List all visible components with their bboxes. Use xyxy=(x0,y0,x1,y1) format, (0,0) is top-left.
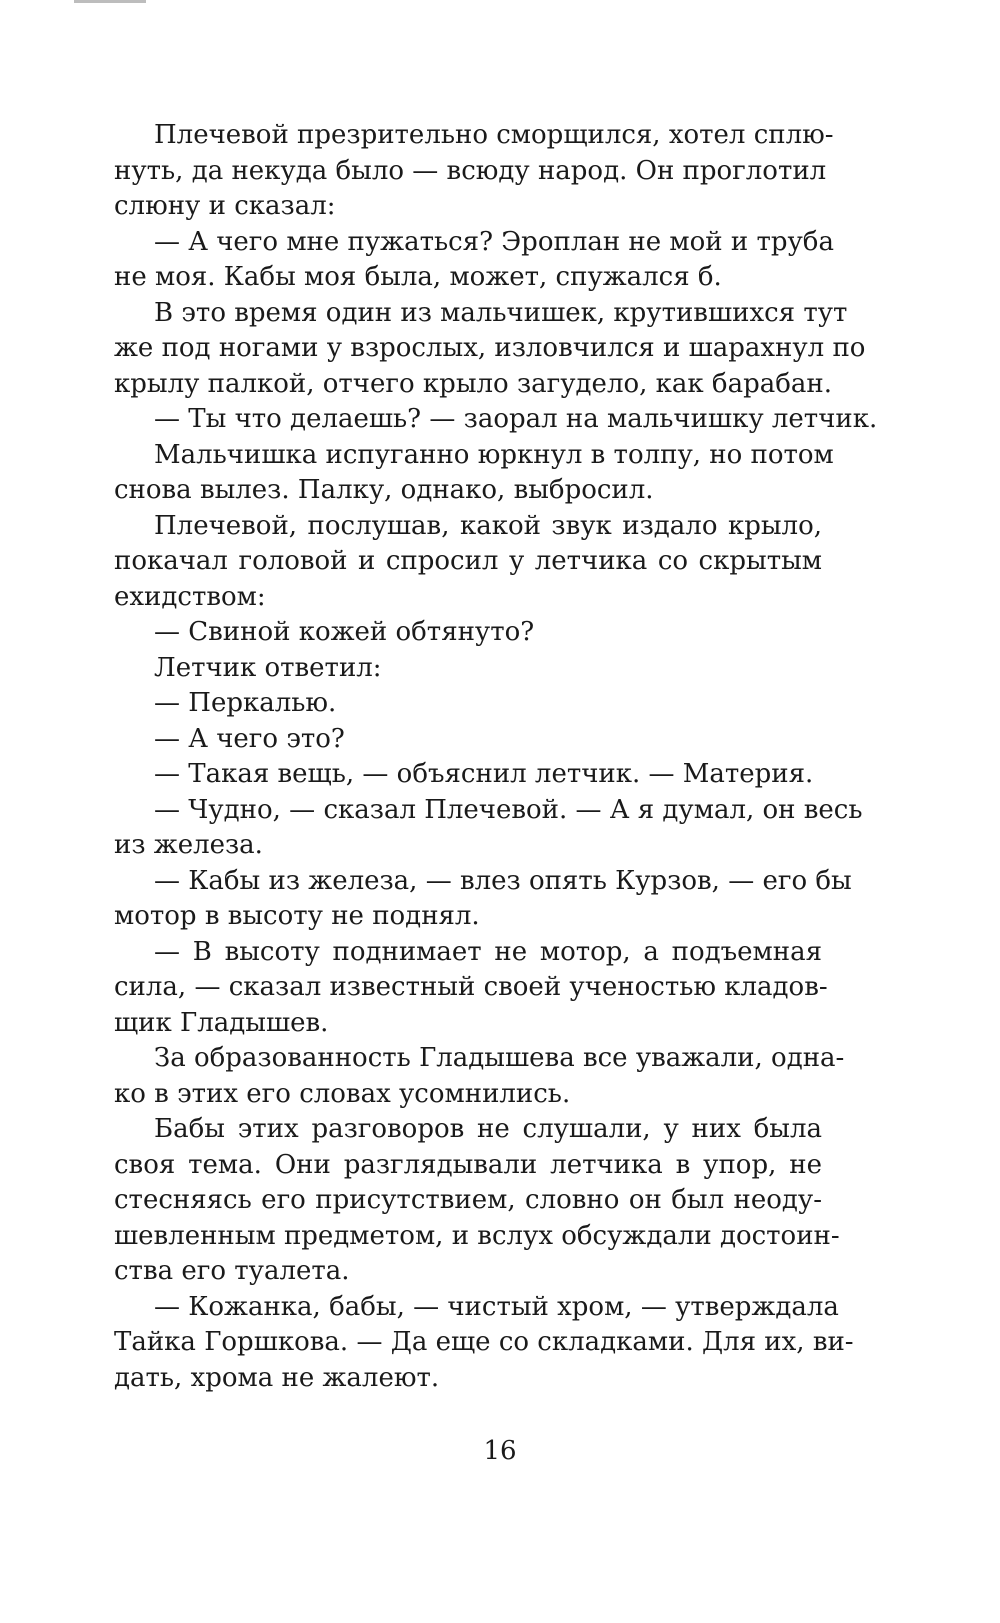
text-line: мотор в высоту не поднял. xyxy=(114,901,480,931)
text-line: не моя. Кабы моя была, может, спужался б. xyxy=(114,262,722,292)
text-line: Тайка Горшкова. — Да еще со складками. Для их, ви- xyxy=(114,1327,854,1357)
scan-edge-mark xyxy=(74,0,146,3)
text-line: Плечевой презрительно сморщился, хотел сплю- xyxy=(154,120,834,150)
text-line: крылу палкой, отчего крыло загудело, как барабан. xyxy=(114,368,832,399)
text-line: — А чего это? xyxy=(154,723,345,754)
text-line: ко в этих его словах усомнились. xyxy=(114,1078,571,1109)
text-line: — Перкалью. xyxy=(154,688,337,718)
text-line: Плечевой, послушав, какой звук издало крыло, xyxy=(154,510,822,541)
text-line: ства его туалета. xyxy=(114,1256,350,1286)
text-line: Мальчишка испуганно юркнул в толпу, но потом xyxy=(154,439,834,470)
text-line: сила, — сказал известный своей ученостью кладов- xyxy=(114,972,828,1002)
text-line: — Свиной кожей обтянуто? xyxy=(154,617,535,647)
text-line: же под ногами у взрослых, изловчился и шарахнул по xyxy=(114,333,866,363)
text-line: дать, хрома не жалеют. xyxy=(114,1362,440,1393)
text-line: — Кожанка, бабы, — чистый хром, — утверждала xyxy=(154,1291,839,1322)
text-line: Бабы этих разговоров не слушали, у них была xyxy=(154,1114,822,1144)
text-line: щик Гладышев. xyxy=(114,1007,329,1038)
text-line: своя тема. Они разглядывали летчика в упор, не xyxy=(114,1149,822,1180)
text-line: снова вылез. Палку, однако, выбросил. xyxy=(114,475,654,505)
text-line: — Кабы из железа, — влез опять Курзов, — его бы xyxy=(154,865,852,896)
text-line: слюну и сказал: xyxy=(114,191,336,221)
text-line: из железа. xyxy=(114,830,263,860)
text-line: В это время один из мальчишек, крутившихся тут xyxy=(154,297,848,328)
text-line: нуть, да некуда было — всюду народ. Он проглотил xyxy=(114,155,827,186)
text-line: — В высоту поднимает не мотор, а подъемная xyxy=(154,936,822,967)
text-line: — А чего мне пужаться? Эроплан не мой и труба xyxy=(154,226,834,257)
page-number: 16 xyxy=(483,1436,517,1466)
text-line: — Ты что делаешь? — заорал на мальчишку летчик. xyxy=(154,404,878,434)
text-line: стесняясь его присутствием, словно он был неоду- xyxy=(114,1185,822,1215)
text-line: ехидством: xyxy=(114,581,266,612)
text-line: — Такая вещь, — объяснил летчик. — Материя. xyxy=(154,759,814,789)
text-line: шевленным предметом, и вслух обсуждали достоин- xyxy=(114,1220,840,1251)
text-line: покачал головой и спросил у летчика со скрытым xyxy=(114,546,822,576)
text-line: Летчик ответил: xyxy=(154,652,382,683)
body-text xyxy=(114,118,878,1396)
text-line: — Чудно, — сказал Плечевой. — А я думал, он весь xyxy=(154,794,863,825)
text-line: За образованность Гладышева все уважали, одна- xyxy=(154,1043,845,1073)
